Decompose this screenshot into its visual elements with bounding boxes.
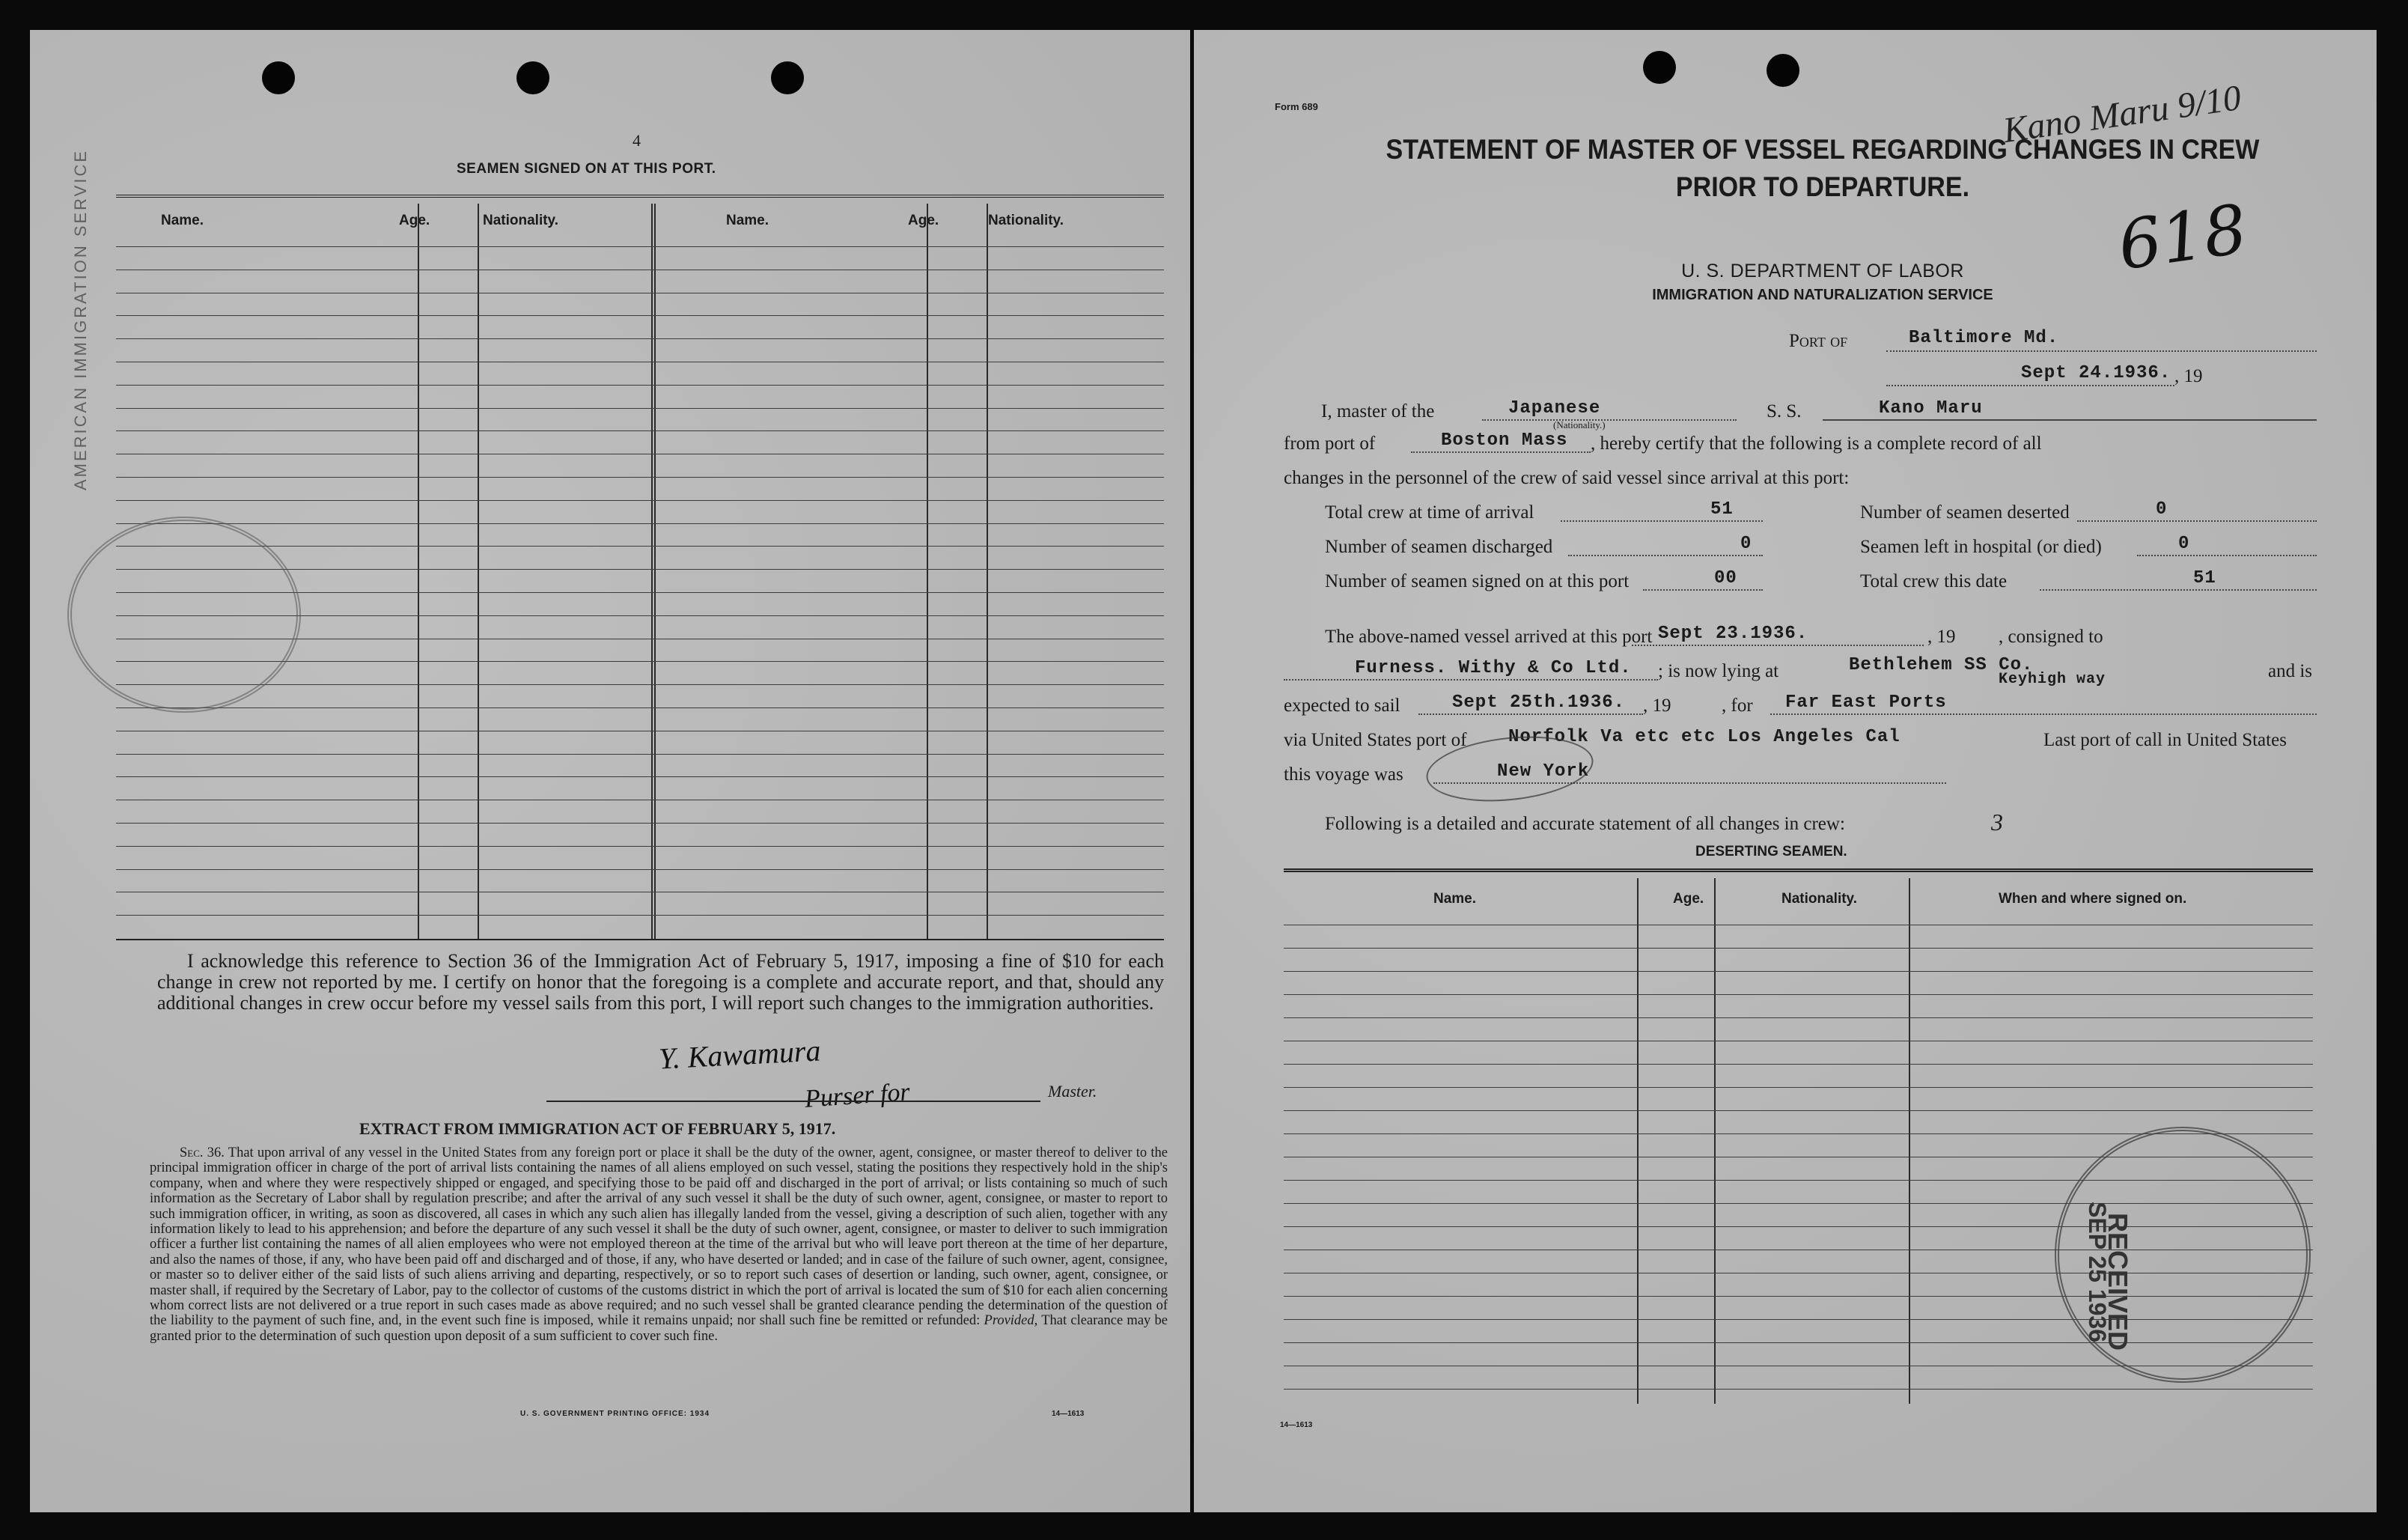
purser-note: Purser for	[803, 1078, 911, 1113]
arrived-value: Sept 23.1936.	[1658, 624, 1808, 644]
table-row	[116, 707, 1164, 708]
fill-line	[2040, 589, 2317, 591]
via-value: Norfolk Va etc etc Los Angeles Cal	[1508, 727, 1901, 747]
table-row	[1284, 948, 2313, 949]
lying-value: Bethlehem SS Co.	[1849, 655, 2034, 675]
total-crew-arrival-label: Total crew at time of arrival	[1325, 502, 1534, 523]
col-header-nationality: Nationality.	[988, 213, 1064, 228]
title-line-1: STATEMENT OF MASTER OF VESSEL REGARDING CHANGES IN CREW	[1386, 134, 2260, 165]
table-row	[1284, 971, 2313, 972]
fill-line	[1886, 385, 2174, 386]
col-header-when-where: When and where signed on.	[1999, 891, 2187, 907]
table-row	[1284, 1064, 2313, 1065]
table-row	[116, 315, 1164, 316]
proviso-label: Provided,	[984, 1313, 1038, 1329]
port-value: Baltimore Md.	[1909, 328, 2059, 348]
punch-hole	[1767, 54, 1799, 87]
seamen-signed-on-title: SEAMEN SIGNED ON AT THIS PORT.	[457, 161, 716, 177]
sail-label: expected to sail	[1284, 696, 1400, 716]
immigration-service-stamp	[67, 517, 301, 713]
from-port-value: Boston Mass	[1441, 430, 1568, 451]
fill-line	[2137, 555, 2317, 556]
table-row	[116, 246, 1164, 247]
col-header-nationality: Nationality.	[483, 213, 558, 228]
date-suffix: , 19	[2174, 366, 2203, 386]
signed-on-value: 00	[1714, 568, 1737, 588]
title-line-2: PRIOR TO DEPARTURE.	[1675, 171, 1970, 202]
following-label: Following is a detailed and accurate statement of all changes in crew:	[1325, 814, 1845, 834]
table-row	[116, 776, 1164, 777]
for-label: , for	[1722, 696, 1753, 716]
table-row	[1284, 1110, 2313, 1111]
column-divider	[1714, 878, 1716, 1404]
fill-line	[1823, 419, 2317, 421]
fill-line	[1561, 520, 1763, 522]
consignee-value: Furness. Withy & Co Ltd.	[1355, 658, 1632, 678]
table-row	[1284, 1017, 2313, 1018]
signature-line	[546, 1101, 1040, 1102]
changes-text: changes in the personnel of the crew of said vessel since arrival at this port:	[1284, 468, 1850, 488]
column-divider	[418, 204, 419, 939]
fill-line	[1284, 679, 1658, 681]
fill-line	[1418, 713, 1643, 715]
table-row	[1284, 994, 2313, 995]
ss-label: S. S.	[1767, 401, 1802, 421]
consigned-label: , consigned to	[1999, 627, 2103, 647]
stamp-text: AMERICAN IMMIGRATION SERVICE	[71, 148, 90, 490]
table-row	[116, 338, 1164, 339]
page-number: 4	[633, 131, 641, 150]
section-body: That upon arrival of any vessel in the United States from any foreign port or place it shall be the duty of the owner, agent, consignee, or master thereof to deliver to the principal immigration officer in charge of the port of arrival lists containing the names of all aliens employed on such vessel, stating the positions they respectively hold in the ship's company, when and where they were respectively shipped or engaged, and specifying those to be paid off and discharged in the port of arrival; or lists containing so much of such information as the Secretary of Labor shall by regulation prescribe; and after the arrival of any such vessel it shall be the duty of such owner, agent, consignee, or master to report to such immigration officer, in writing, as soon as discovered, all cases in which any such alien has illegally landed from the vessel, giving a description of such alien, together with any information likely to lead to his apprehension; and before the departure of any such vessel it shall be the duty of such owner, agent, consignee, or master to deliver to such immigration officer a further list containing the names of all alien employees who were not employed thereon at the time of the arrival but who will leave port thereon at the time of her departure, and also the names of those, if any, who have been paid off and discharged and of those, if any, who have deserted or landed; and in case of the failure of such owner, agent, consignee, or master so to deliver either of the said lists of such aliens arriving and departing, respectively, or so to report such cases of desertion or landing, such owner, agent, consignee, or master shall, if required by the Secretary of Labor, pay to the collector of customs of the customs district in which the port of arrival is located the sum of $10 for each alien concerning whom correct lists are not delivered or a true report in such cases made as above required; and no such vessel shall be granted clearance pending the determination of the question of the liability to the payment of such fine, and, in the event such fine is imposed, while it remains unpaid; nor shall such fine be remitted or refunded:	[150, 1145, 1168, 1329]
total-crew-label: Total crew this date	[1860, 571, 2008, 591]
destination-value: Far East Ports	[1785, 693, 1947, 713]
left-page	[30, 30, 1190, 1512]
col-header-name: Name.	[1433, 891, 1477, 907]
col-header-name: Name.	[161, 213, 204, 228]
signed-on-label: Number of seamen signed on at this port	[1325, 571, 1630, 591]
port-label: Port of	[1789, 331, 1848, 351]
date-value: Sept 24.1936.	[2021, 363, 2171, 383]
section-label: Sec. 36.	[180, 1145, 225, 1160]
master-label: Master.	[1048, 1082, 1097, 1101]
hospital-value: 0	[2178, 534, 2190, 554]
service-name: IMMIGRATION AND NATURALIZATION SERVICE	[1652, 287, 1993, 303]
this-voyage-label: this voyage was	[1284, 764, 1403, 785]
fill-line	[2077, 520, 2317, 522]
stamp-date: SEP 25 1936	[2084, 1202, 2111, 1343]
table-row	[116, 684, 1164, 685]
table-row	[116, 523, 1164, 524]
arrived-label: The above-named vessel arrived at this port	[1325, 627, 1653, 647]
arrived-suffix: , 19	[1927, 627, 1956, 647]
handwritten-number: 618	[2113, 189, 2252, 286]
table-row	[116, 915, 1164, 916]
table-row	[1284, 1087, 2313, 1088]
fill-line	[1643, 589, 1763, 591]
fill-line	[1568, 555, 1763, 556]
punch-hole	[771, 61, 804, 94]
page-title	[1347, 131, 2298, 206]
last-port-label: Last port of call in United States	[2043, 730, 2287, 750]
certify-text: , hereby certify that the following is a complete record of all	[1591, 433, 2042, 454]
section-36-text	[150, 1145, 1168, 1344]
column-divider	[651, 204, 656, 939]
table-row	[116, 546, 1164, 547]
acknowledgment-text: I acknowledge this reference to Section 36 of the Immigration Act of February 5, 1917, imposing a fine of $10 for each change in crew not reported by me. I certify on honor that the foregoing is a complete and accurate report, and that, should any additional changes in crew occur before my vessel sails from this port, I will report such changes to the immigration authorities.	[157, 950, 1164, 1014]
table-row	[116, 385, 1164, 386]
printing-office-note: U. S. GOVERNMENT PRINTING OFFICE: 1934	[520, 1410, 710, 1418]
discharged-value: 0	[1740, 534, 1752, 554]
table-row	[116, 754, 1164, 755]
deserted-label: Number of seamen deserted	[1860, 502, 2070, 523]
form-code: 14—1613	[1052, 1410, 1085, 1418]
fill-line	[1886, 350, 2317, 352]
column-divider	[1637, 878, 1639, 1404]
fill-line	[1632, 645, 1924, 646]
following-value: 3	[1991, 809, 2003, 836]
deserting-seamen-title: DESERTING SEAMEN.	[1695, 844, 1847, 859]
department-name: U. S. DEPARTMENT OF LABOR	[1681, 261, 1964, 281]
total-crew-arrival-value: 51	[1710, 499, 1734, 520]
form-code: 14—1613	[1280, 1421, 1313, 1429]
sail-suffix: , 19	[1643, 696, 1671, 716]
sail-value: Sept 25th.1936.	[1452, 693, 1626, 713]
table-row	[116, 846, 1164, 847]
fill-line	[1411, 451, 1591, 453]
from-port-label: from port of	[1284, 433, 1376, 454]
column-divider	[478, 204, 479, 939]
table-row	[116, 477, 1164, 478]
form-number: Form 689	[1275, 101, 1318, 112]
table-row	[1284, 1389, 2313, 1390]
punch-hole	[1643, 51, 1676, 84]
discharged-label: Number of seamen discharged	[1325, 537, 1553, 557]
stamp-received-text: RECEIVED	[2103, 1213, 2133, 1351]
table-row	[116, 823, 1164, 824]
via-label: via United States port of	[1284, 730, 1467, 750]
hospital-label: Seamen left in hospital (or died)	[1860, 537, 2102, 557]
col-header-age: Age.	[908, 213, 939, 228]
deserted-value: 0	[2156, 499, 2168, 520]
lying-label: ; is now lying at	[1658, 661, 1779, 681]
column-divider	[987, 204, 988, 939]
col-header-nationality: Nationality.	[1781, 891, 1857, 907]
extract-title: EXTRACT FROM IMMIGRATION ACT OF FEBRUARY 5, 1917.	[359, 1119, 836, 1138]
total-crew-value: 51	[2193, 568, 2216, 588]
last-port-value: New York	[1497, 761, 1590, 782]
nationality-caption: (Nationality.)	[1553, 419, 1606, 430]
col-header-name: Name.	[726, 213, 769, 228]
table-row	[116, 408, 1164, 409]
right-page	[1194, 30, 2377, 1512]
col-header-age: Age.	[1673, 891, 1704, 907]
proviso-text: That clearance may be granted prior to the determination of such question upon deposit of a sum sufficient to cover such fine.	[150, 1313, 1168, 1344]
fill-line	[1482, 419, 1737, 421]
ship-name-value: Kano Maru	[1879, 398, 1983, 419]
fill-line	[1770, 713, 2317, 715]
punch-hole	[262, 61, 295, 94]
table-row	[116, 430, 1164, 431]
punch-hole	[516, 61, 549, 94]
column-divider	[1909, 878, 1910, 1404]
col-header-age: Age.	[399, 213, 430, 228]
table-row	[116, 869, 1164, 870]
table-row	[116, 500, 1164, 501]
handwritten-name: Kano Maru 9/10	[2000, 77, 2244, 151]
and-is-text: and is	[2268, 661, 2313, 681]
master-of-label: I, master of the	[1321, 401, 1435, 421]
lying-value-2: Keyhigh way	[1999, 671, 2106, 688]
master-signature: Y. Kawamura	[657, 1033, 822, 1076]
column-divider	[927, 204, 928, 939]
nationality-value: Japanese	[1508, 398, 1601, 419]
